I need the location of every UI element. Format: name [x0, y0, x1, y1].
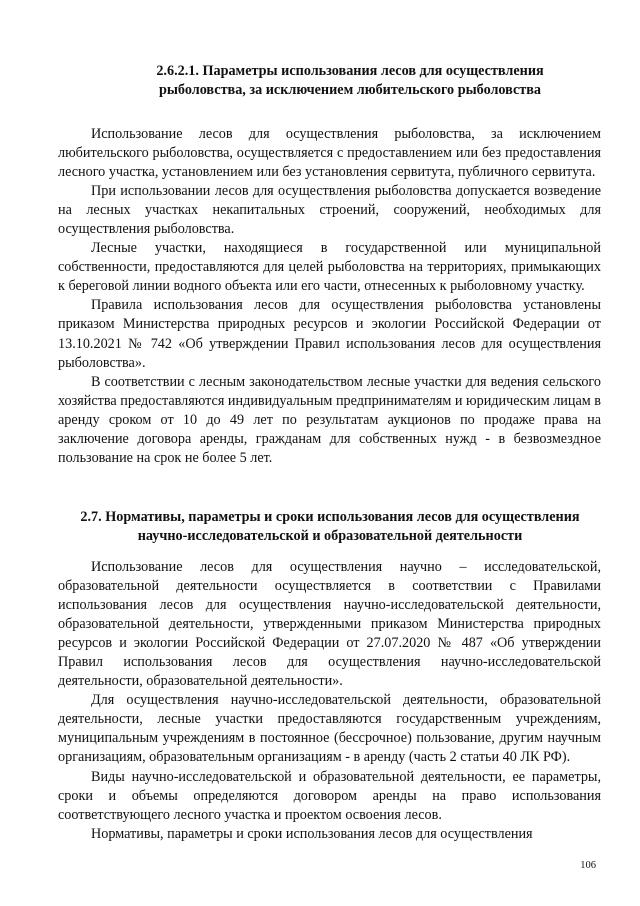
- paragraph: Виды научно-исследовательской и образовательной деятельности, ее параметры, сроки и объемы определяются договором аренды на право использования соответствующего лесного участка и проектом освоения лесов.: [58, 768, 601, 823]
- page-number: 106: [580, 860, 596, 871]
- paragraph: Правила использования лесов для осуществления рыболовства установлены приказом Министерства природных ресурсов и экологии Российской Федерации от 13.10.2021 № 742 «Об утверждении Правил использования лесов для осуществления рыболовства».: [58, 297, 601, 371]
- paragraph: Использование лесов для осуществления рыболовства, за исключением любительского рыболовства, осуществляется с предоставлением или без предоставления лесного участка, установлением или без установления сервитута, публичного сервитута.: [58, 126, 601, 181]
- section-heading-2-7: 2.7. Нормативы, параметры и сроки использования лесов для осуществления научно-исследовательской и образовательной деятельности: [80, 509, 580, 544]
- paragraph: Использование лесов для осуществления научно – исследовательской, образовательной деятельности осуществляется в соответствии с Правилами использования лесов для осуществления научно-исследовательской деятельности, образовательной деятельности, утвержденными приказом Министерства природных ресурсов и экологии Российской Федерации от 27.07.2020 № 487 «Об утверждении Правил использования лесов для осуществления научно-исследовательской деятельности, образовательной деятельности».: [58, 559, 601, 690]
- section-2-7-body: [58, 558, 601, 844]
- paragraph: При использовании лесов для осуществления рыболовства допускается возведение на лесных участках некапитальных строений, сооружений, необходимых для осуществления рыболовства.: [58, 183, 601, 238]
- paragraph: Лесные участки, находящиеся в государственной или муниципальной собственности, предоставляются для целей рыболовства на территориях, примыкающих к береговой линии водного объекта или его части, отнесенных к рыболовному участку.: [58, 240, 601, 295]
- paragraph: Для осуществления научно-исследовательской деятельности, образовательной деятельности, лесные участки предоставляются государственным учреждениям, муниципальным учреждениям в постоянное (бессрочное) пользование, другим научным организациям, образовательным организациям - в аренду (часть 2 статьи 40 ЛК РФ).: [58, 692, 601, 766]
- paragraph: В соответствии с лесным законодательством лесные участки для ведения сельского хозяйства предоставляются индивидуальным предпринимателям и юридическим лицам в аренду сроком от 10 до 49 лет по результатам аукционов по продаже права на заключение договора аренды, гражданам для собственных нужд - в безвозмездное пользование на срок не более 5 лет.: [58, 373, 601, 466]
- section-2-6-2-1-body: [58, 125, 601, 468]
- paragraph: Нормативы, параметры и сроки использования лесов для осуществления: [91, 825, 533, 842]
- section-heading-2-6-2-1: 2.6.2.1. Параметры использования лесов для осуществления рыболовства, за исключением любительского рыболовства: [156, 63, 544, 98]
